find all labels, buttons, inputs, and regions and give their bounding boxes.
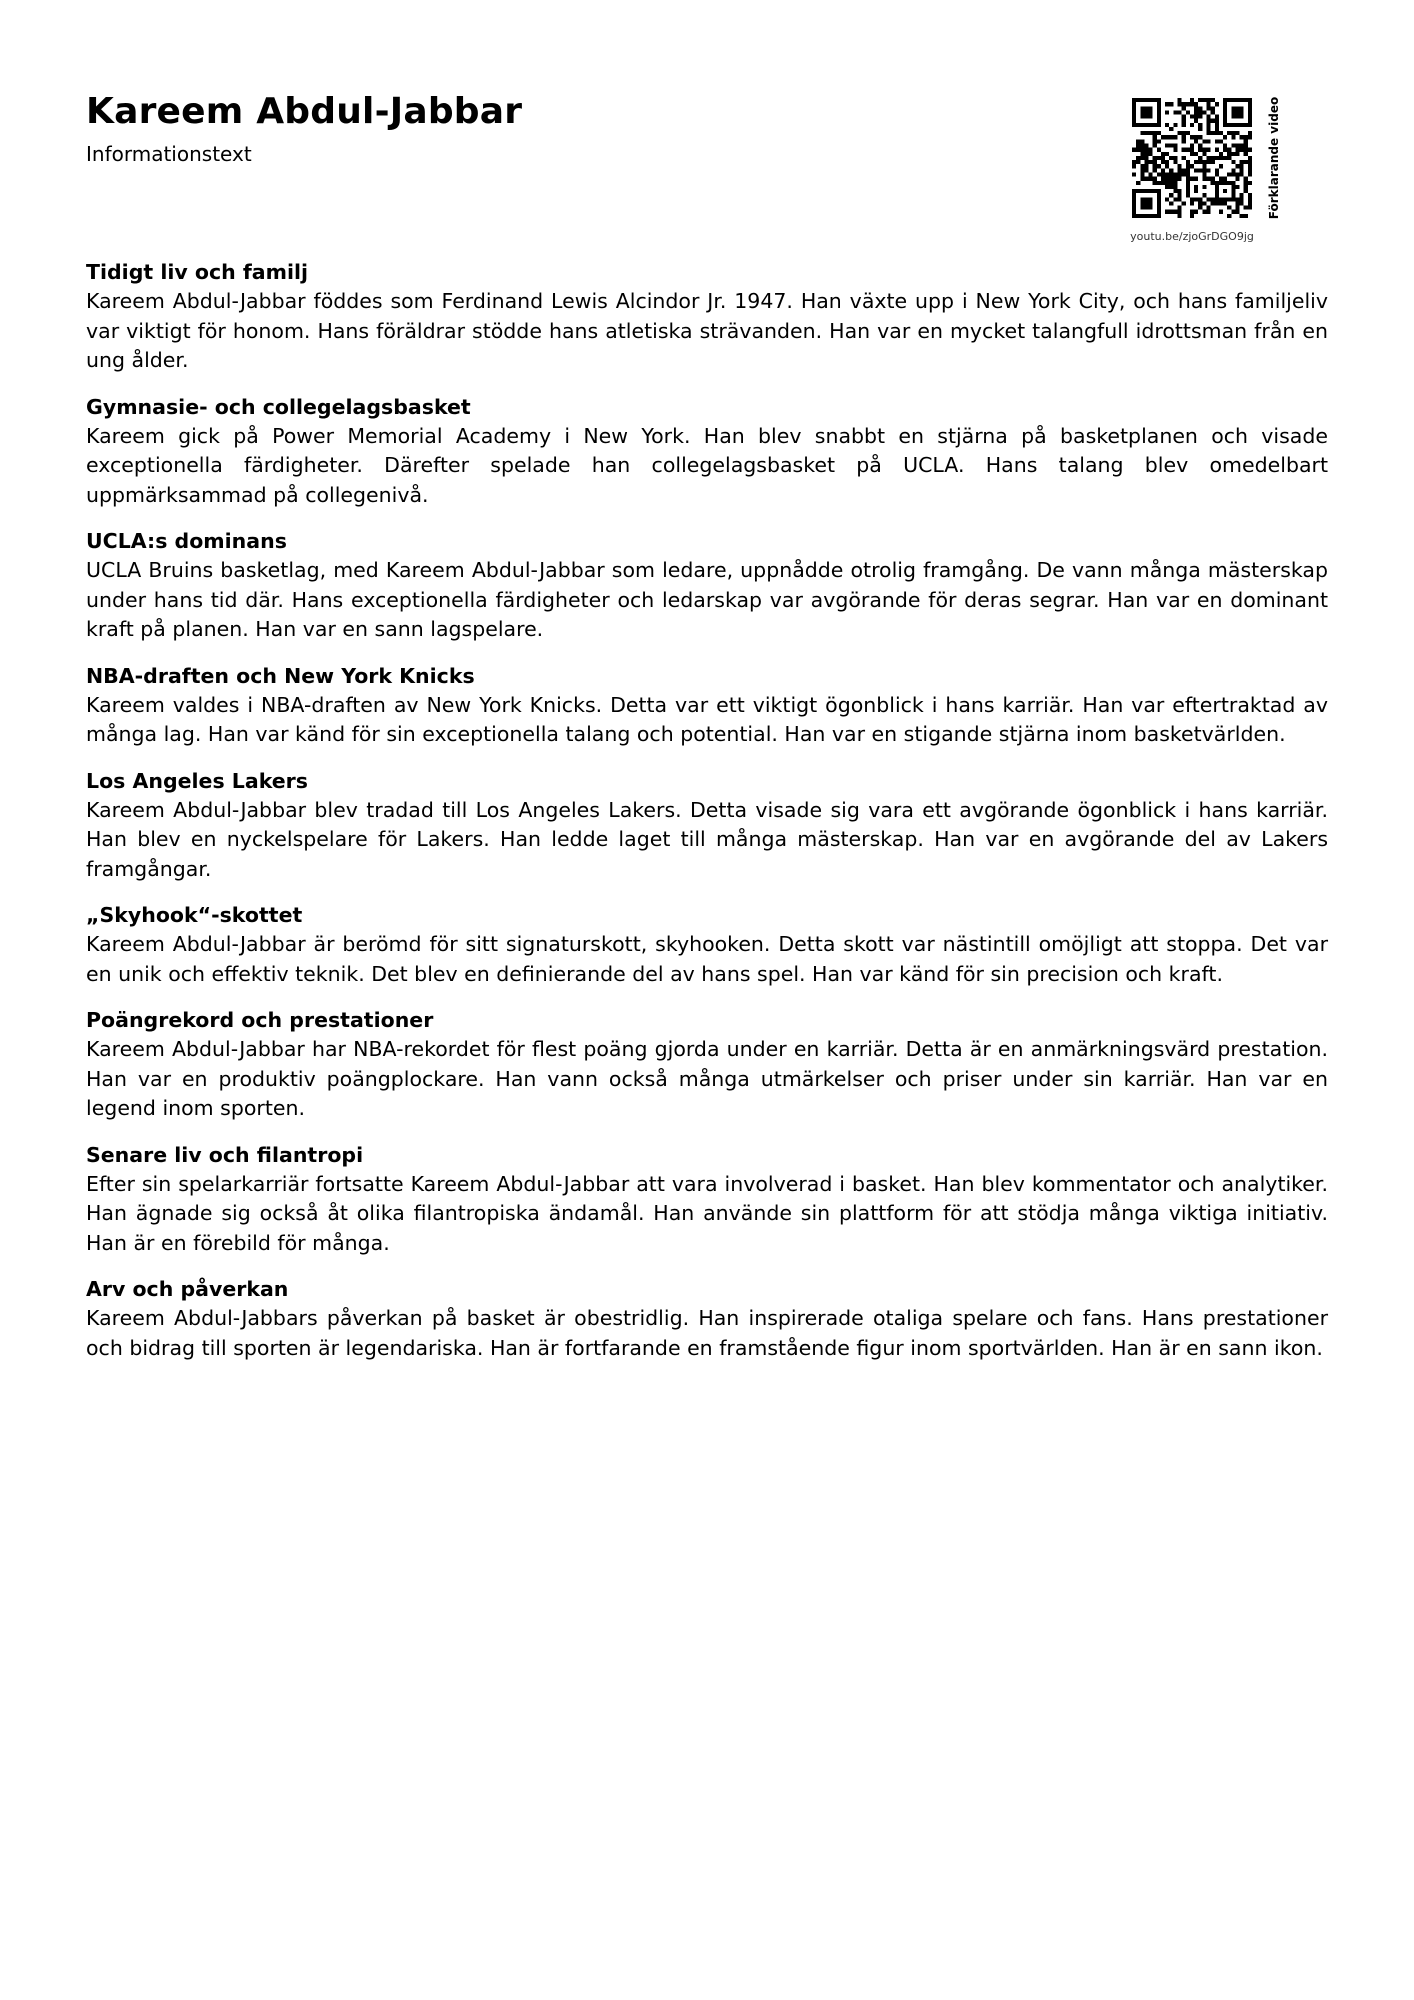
section xyxy=(86,393,1328,511)
qr-block xyxy=(1118,96,1314,252)
section xyxy=(86,527,1328,645)
section-heading: Gymnasie- och collegelagsbasket xyxy=(86,394,471,419)
page-subtitle: Informationstext xyxy=(86,142,252,166)
section-text: Kareem Abdul-Jabbar är berömd för sitt signaturskott, skyhooken. Detta skott var nästintill omöjligt att stoppa. Det var en unik och effektiv teknik. Det blev en definierande del av hans spel. Han var känd för sin precision och kraft. xyxy=(86,932,1328,986)
qr-label: Förklarande video xyxy=(1267,96,1281,220)
section-heading: „Skyhook“-skottet xyxy=(86,903,303,927)
section-heading: Tidigt liv och familj xyxy=(86,260,309,284)
document-content xyxy=(86,258,1328,1380)
section-heading: Poängrekord och prestationer xyxy=(86,1008,434,1032)
section-heading: Los Angeles Lakers xyxy=(86,768,308,793)
section-heading: Arv och påverkan xyxy=(86,1277,289,1301)
section-text: Kareem Abdul-Jabbar föddes som Ferdinand Lewis Alcindor Jr. 1947. Han växte upp i New York City, och hans familjeliv var viktigt för honom. Hans föräldrar stödde hans atletiska strävanden. Han var en mycket talangfull idrottsman från en ung ålder. xyxy=(86,289,1328,372)
section-text: Kareem Abdul-Jabbar har NBA-rekordet för flest poäng gjorda under en karriär. Detta är en anmärkningsvärd prestation. Han var en produktiv poängplockare. Han vann också många utmärkelser och priser under sin karriär. Han var en legend inom sporten. xyxy=(86,1037,1328,1120)
section xyxy=(86,901,1328,989)
section-heading: UCLA:s dominans xyxy=(86,529,287,553)
section-text: Kareem Abdul-Jabbars påverkan på basket är obestridlig. Han inspirerade otaliga spelare och fans. Hans prestationer och bidrag till sporten är legendariska. Han är fortfarande en framstående figur inom sportvärlden. Han är en sann ikon. xyxy=(86,1306,1328,1360)
section-text: Kareem valdes i NBA-draften av New York Knicks. Detta var ett viktigt ögonblick i hans karriär. Han var eftertraktad av många lag. Han var känd för sin exceptionella talang och potential. Han var en stigande stjärna inom basketvärlden. xyxy=(86,692,1328,746)
section-text: UCLA Bruins basketlag, med Kareem Abdul-Jabbar som ledare, uppnådde otrolig framgång. De vann många mästerskap under hans tid där. Hans exceptionella färdigheter och ledarskap var avgörande för deras segrar. Han var en dominant kraft på planen. Han var en sann lagspelare. xyxy=(86,558,1328,641)
section-text: Efter sin spelarkarriär fortsatte Kareem Abdul-Jabbar att vara involverad i basket. Han blev kommentator och analytiker. Han ägnade sig också åt olika filantropiska ändamål. Han använde sin plattform för att stödja många viktiga initiativ. Han är en förebild för många. xyxy=(86,1171,1328,1255)
qr-code-icon[interactable] xyxy=(1132,98,1252,218)
section xyxy=(86,1006,1328,1124)
section xyxy=(86,1275,1328,1363)
section xyxy=(86,258,1328,376)
section-text: Kareem Abdul-Jabbar blev tradad till Los Angeles Lakers. Detta visade sig vara ett avgörande ögonblick i hans karriär. Han blev en nyckelspelare för Lakers. Han ledde laget till många mästerskap. Han var en avgörande del av Lakers framgångar. xyxy=(86,797,1328,881)
qr-url[interactable]: youtu.be/zjoGrDGO9jg xyxy=(1130,230,1254,243)
section xyxy=(86,767,1328,885)
section-text: Kareem gick på Power Memorial Academy i New York. Han blev snabbt en stjärna på basketplanen och visade exceptionella färdigheter. Därefter spelade han collegelagsbasket på UCLA. Hans talang blev omedelbart uppmärksammad på collegenivå. xyxy=(86,423,1328,507)
section-heading: Senare liv och filantropi xyxy=(86,1142,364,1167)
section-heading: NBA-draften och New York Knicks xyxy=(86,663,475,688)
section xyxy=(86,662,1328,750)
page-title: Kareem Abdul-Jabbar xyxy=(86,91,523,132)
section xyxy=(86,1141,1328,1259)
